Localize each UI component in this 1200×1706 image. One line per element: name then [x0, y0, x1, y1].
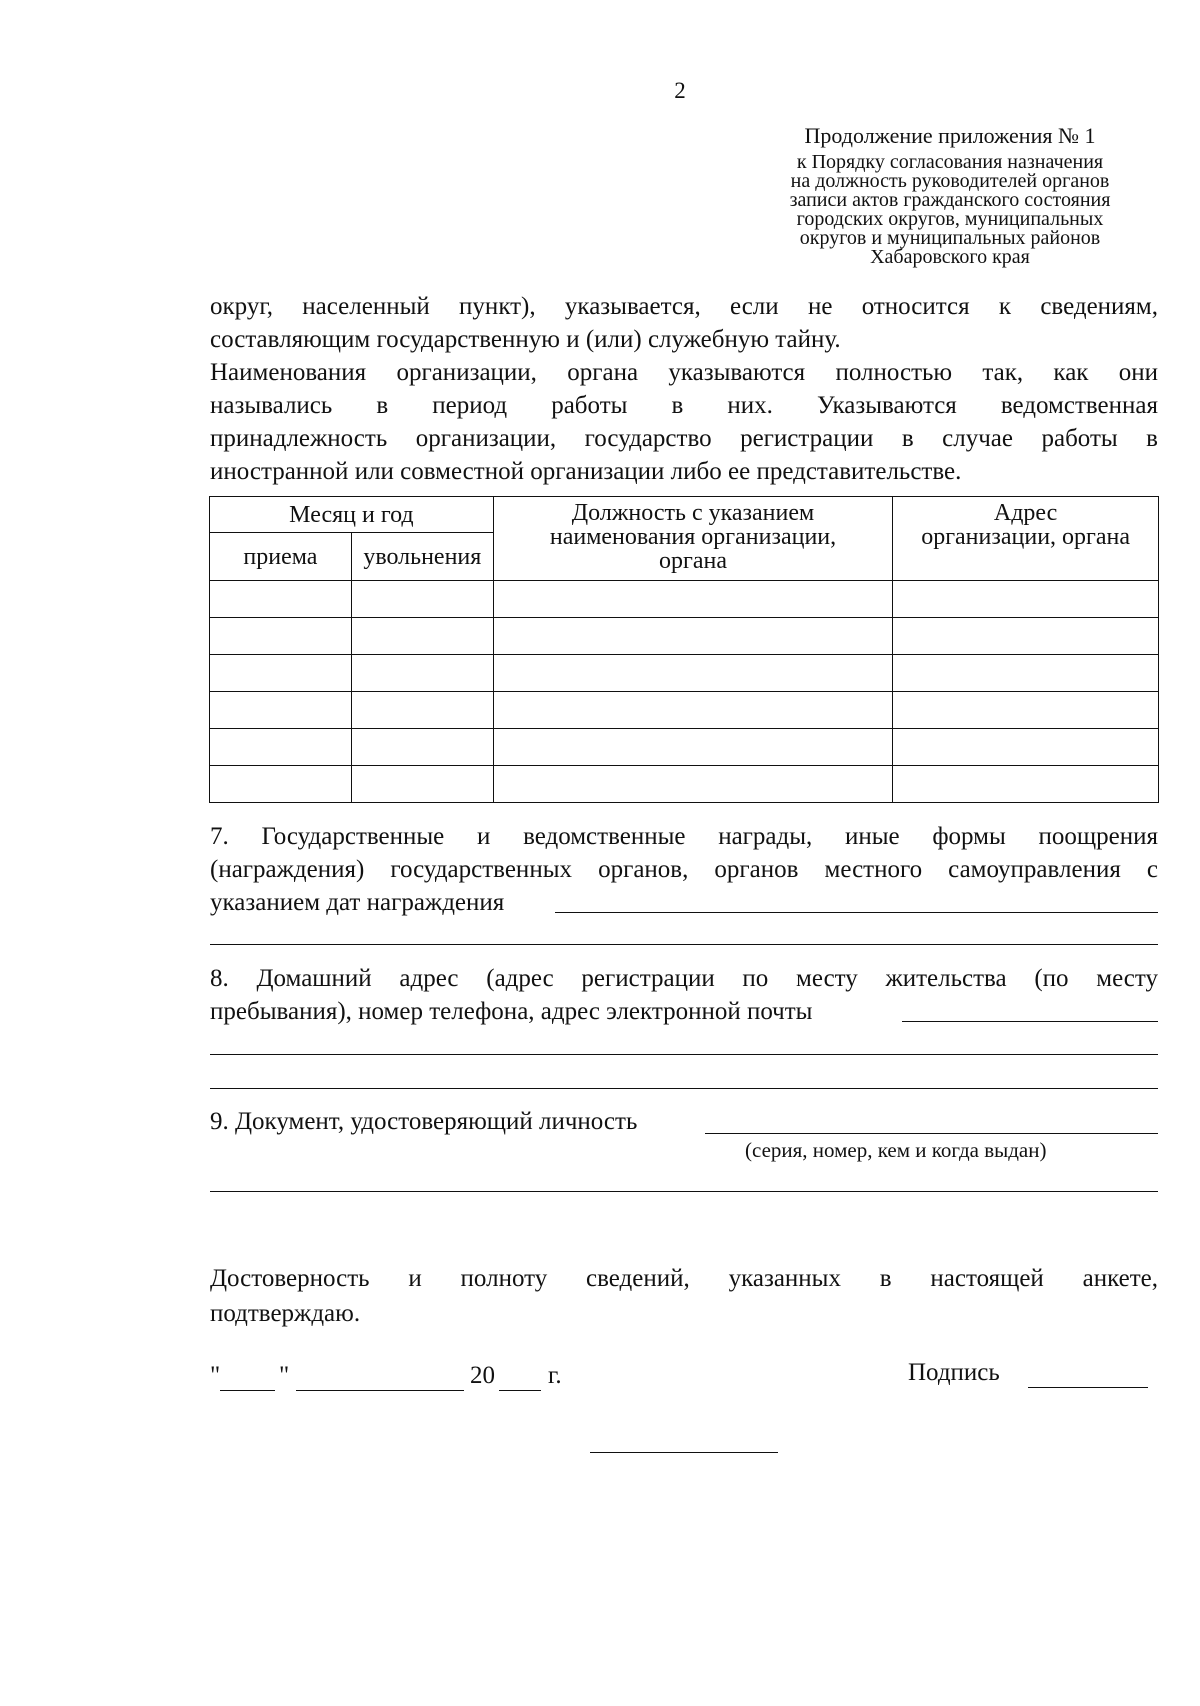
- closing-divider: [590, 1452, 778, 1453]
- intro-line: назывались в период работы в них. Указываются ведомственная: [210, 392, 1158, 419]
- date-day-fill-line[interactable]: [220, 1390, 275, 1391]
- address-header-line: организации, органа: [921, 524, 1131, 550]
- date-year-suffix: г.: [548, 1362, 562, 1389]
- certify-line: Достоверность и полноту сведений, указанных в настоящей анкете,: [210, 1265, 1158, 1292]
- awards-fill-line[interactable]: [210, 944, 1158, 945]
- position-header-line: наименования организации,: [549, 524, 837, 550]
- section8-line: пребывания), номер телефона, адрес электронной почты: [210, 998, 813, 1025]
- date-month-fill-line[interactable]: [296, 1390, 464, 1391]
- section7-line: указанием дат награждения: [210, 889, 505, 916]
- dismissal-header: увольнения: [351, 533, 493, 581]
- section7-line: 7. Государственные и ведомственные награды, иные формы поощрения: [210, 823, 1158, 850]
- header-line: Хабаровского края: [870, 246, 1030, 268]
- header-line: записи актов гражданского состояния: [789, 189, 1111, 211]
- certify-line: подтверждаю.: [210, 1300, 361, 1327]
- table-cell[interactable]: [493, 618, 892, 655]
- address-header: [893, 497, 1159, 581]
- table-cell[interactable]: [893, 581, 1159, 618]
- address-fill-line[interactable]: [902, 1021, 1158, 1022]
- table-cell[interactable]: [351, 655, 493, 692]
- date-year-prefix: 20: [470, 1362, 495, 1389]
- identity-document-fill-line[interactable]: [210, 1191, 1158, 1192]
- table-cell[interactable]: [493, 729, 892, 766]
- table-row: [210, 766, 1159, 803]
- date-year-fill-line[interactable]: [499, 1390, 541, 1391]
- header-line: Продолжение приложения № 1: [804, 123, 1096, 148]
- table-row: [210, 581, 1159, 618]
- table-cell[interactable]: [210, 581, 352, 618]
- page-number: 2: [674, 78, 686, 103]
- table-cell[interactable]: [210, 692, 352, 729]
- header-line: на должность руководителей органов: [790, 170, 1110, 192]
- date-quote-open: ": [210, 1362, 221, 1389]
- appendix-header: [750, 125, 1150, 267]
- table-cell[interactable]: [493, 655, 892, 692]
- awards-fill-line[interactable]: [555, 912, 1158, 913]
- table-cell[interactable]: [893, 692, 1159, 729]
- section9-line: 9. Документ, удостоверяющий личность: [210, 1108, 638, 1135]
- signature-label: Подпись: [908, 1359, 1000, 1386]
- signature-fill-line[interactable]: [1028, 1387, 1148, 1388]
- table-cell[interactable]: [210, 729, 352, 766]
- position-header-line: Должность с указанием: [571, 500, 815, 526]
- position-header-line: органа: [659, 548, 727, 574]
- table-cell[interactable]: [351, 766, 493, 803]
- intro-line: округ, населенный пункт), указывается, если не относится к сведениям,: [210, 293, 1158, 320]
- table-cell[interactable]: [351, 581, 493, 618]
- table-cell[interactable]: [493, 581, 892, 618]
- table-cell[interactable]: [210, 655, 352, 692]
- position-header: [493, 497, 892, 581]
- header-line: городских округов, муниципальных: [796, 208, 1104, 230]
- address-fill-line[interactable]: [210, 1054, 1158, 1055]
- table-cell[interactable]: [493, 766, 892, 803]
- table-cell[interactable]: [210, 618, 352, 655]
- table-cell[interactable]: [893, 729, 1159, 766]
- table-cell[interactable]: [893, 766, 1159, 803]
- table-row: [210, 655, 1159, 692]
- table-cell[interactable]: [351, 692, 493, 729]
- table-cell[interactable]: [493, 692, 892, 729]
- section8-line: 8. Домашний адрес (адрес регистрации по месту жительства (по месту: [210, 965, 1158, 992]
- header-line: округов и муниципальных районов: [799, 227, 1101, 249]
- header-line: к Порядку согласования назначения: [796, 151, 1104, 173]
- identity-document-fill-line[interactable]: [705, 1133, 1158, 1134]
- month-year-header: Месяц и год: [210, 497, 494, 533]
- table-cell[interactable]: [210, 766, 352, 803]
- table-cell[interactable]: [351, 618, 493, 655]
- intro-line: составляющим государственную и (или) служебную тайну.: [210, 326, 841, 353]
- table-row: [210, 618, 1159, 655]
- table-cell[interactable]: [893, 618, 1159, 655]
- hire-header: приема: [210, 533, 352, 581]
- table-row: [210, 729, 1159, 766]
- intro-line: принадлежность организации, государство регистрации в случае работы в: [210, 425, 1158, 452]
- table-row: [210, 692, 1159, 729]
- section7-line: (награждения) государственных органов, органов местного самоуправления с: [210, 856, 1158, 883]
- intro-line: иностранной или совместной организации либо ее представительстве.: [210, 458, 962, 485]
- table-cell[interactable]: [893, 655, 1159, 692]
- address-header-line: Адрес: [993, 500, 1058, 526]
- intro-line: Наименования организации, органа указываются полностью так, как они: [210, 359, 1158, 386]
- address-fill-line[interactable]: [210, 1088, 1158, 1089]
- work-history-table: [209, 496, 1159, 803]
- table-cell[interactable]: [351, 729, 493, 766]
- date-quote-close: ": [279, 1362, 290, 1389]
- identity-document-caption: (серия, номер, кем и когда выдан): [745, 1138, 1047, 1162]
